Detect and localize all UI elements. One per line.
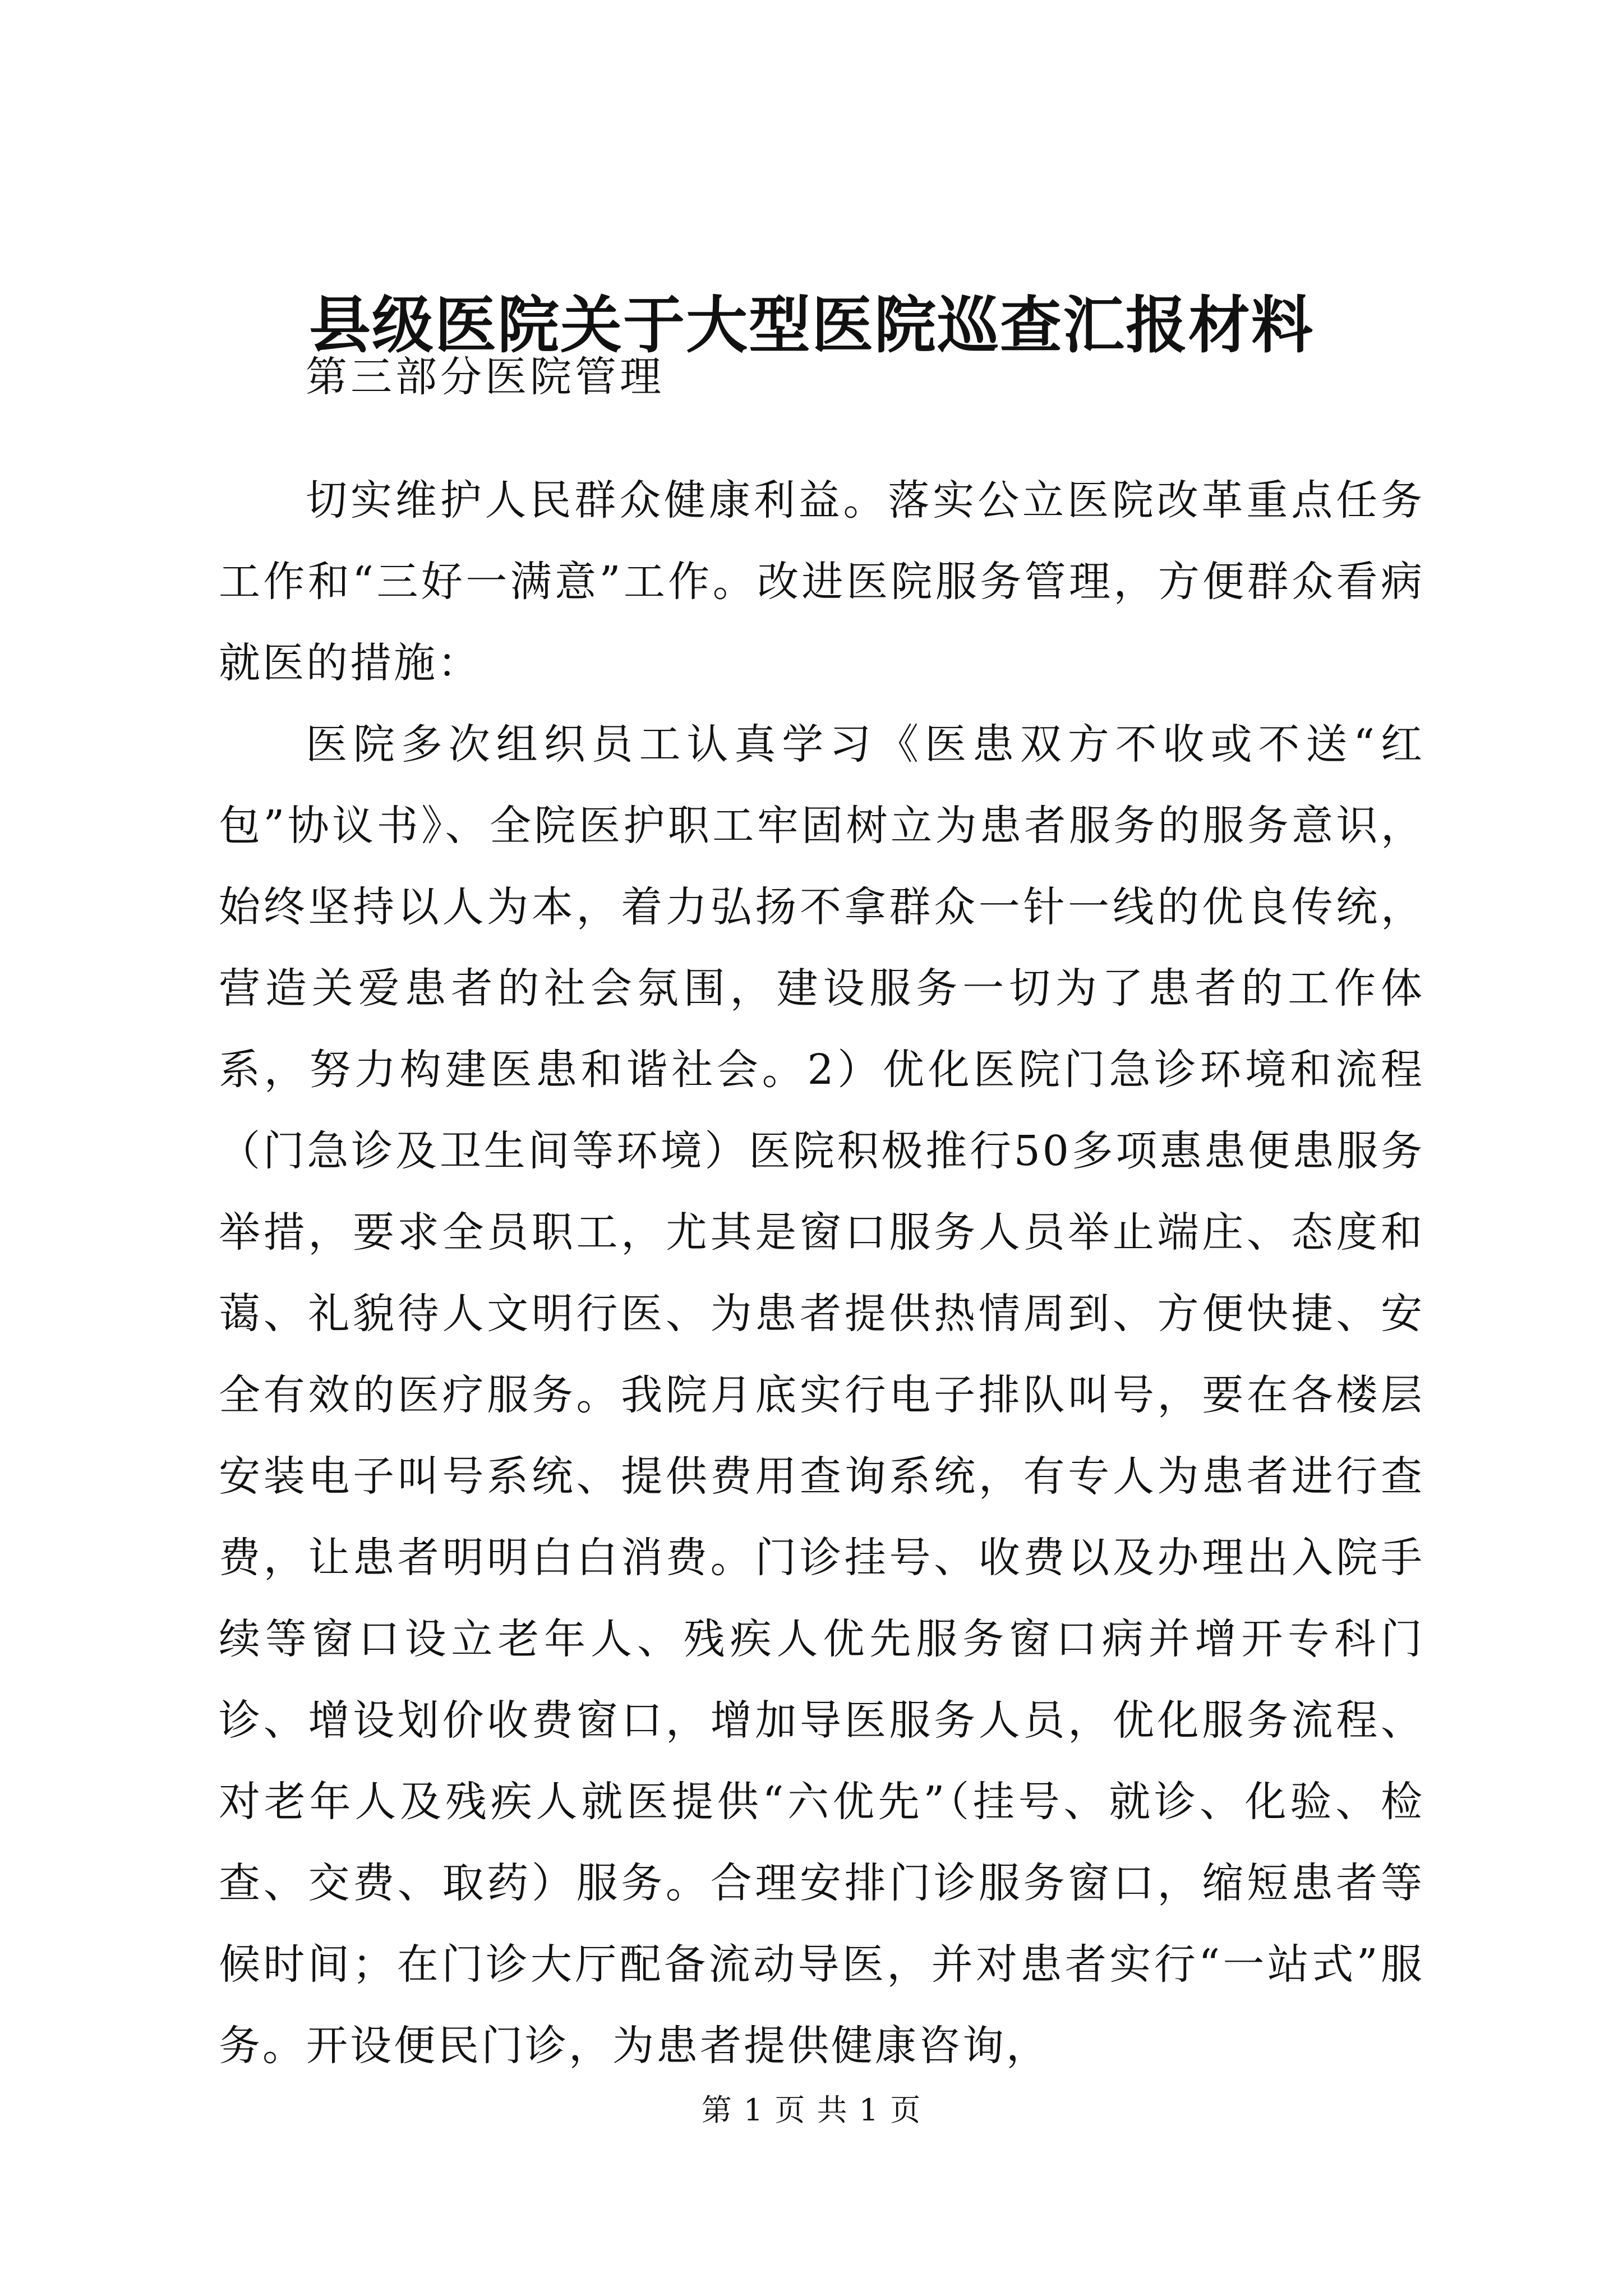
section-heading: 第三部分医院管理 (306, 353, 665, 401)
document-title: 县级医院关于大型医院巡查汇报材料 (309, 289, 1314, 361)
paragraph-measures: 医院多次组织员工认真学习《医患双方不收或不送“红包”协议书》、全院医护职工牢固树立为患者服务的服务意识，始终坚持以人为本，着力弘扬不拿群众一针一线的优良传统，营造关爱患者的社会氛围，建设服务一切为了患者的工作体系，努力构建医患和谐社会。2）优化医院门急诊环境和流程（门急诊及卫生间等环境）医院积极推行50多项惠患便患服务举措，要求全员职工，尤其是窗口服务人员举止端庄、态度和蔼、礼貌待人文明行医、为患者提供热情周到、方便快捷、安全有效的医疗服务。我院月底实行电子排队叫号，要在各楼层安装电子叫号系统、提供费用查询系统，有专人为患者进行查费，让患者明明白白消费。门诊挂号、收费以及办理出入院手续等窗口设立老年人、残疾人优先服务窗口病并增开专科门诊、增设划价收费窗口，增加导医服务人员，优化服务流程、对老年人及残疾人就医提供“六优先”（挂号、就诊、化验、检查、交费、取药）服务。合理安排门诊服务窗口，缩短患者等候时间；在门诊大厅配备流动导医，并对患者实行“一站式”服务。开设便民门诊，为患者提供健康咨询， (219, 720, 1424, 2070)
page-footer: 第 1 页 共 1 页 (701, 2092, 922, 2128)
paragraph-intro: 切实维护人民群众健康利益。落实公立医院改革重点任务工作和“三好一满意”工作。改进医院服务管理，方便群众看病就医的措施： (219, 476, 1424, 687)
